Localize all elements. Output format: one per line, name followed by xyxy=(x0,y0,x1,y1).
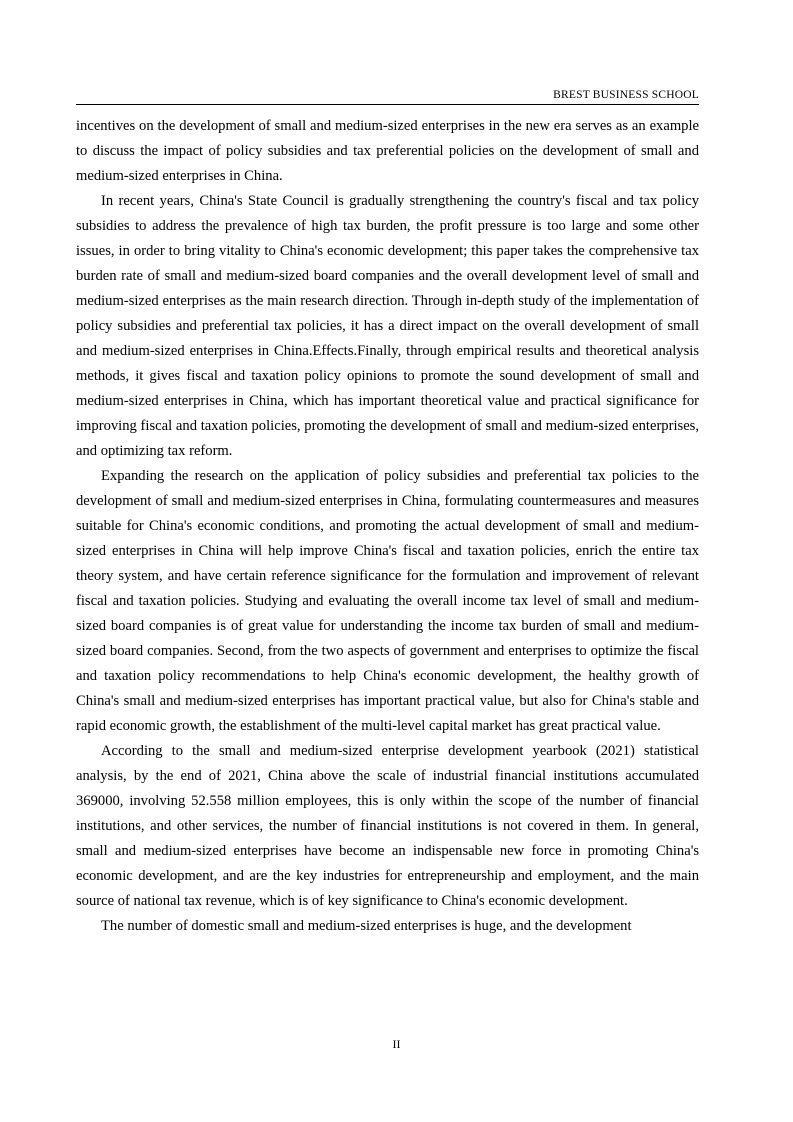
body-text xyxy=(76,114,699,939)
paragraph-yearbook-statistics: According to the small and medium-sized enterprise development yearbook (2021) statistical analysis, by the end of 2021, China above the scale of industrial financial institutions accumulated 369000, involving 52.558 million employees, this is only within the scope of the number of financial institutions, and other services, the number of financial institutions is not covered in them. In general, small and medium-sized enterprises have become an indispensable new force in promoting China's economic development, and are the key industries for entrepreneurship and employment, and the main source of national tax revenue, which is of key significance to China's economic development. xyxy=(76,743,699,909)
running-header-title: BREST BUSINESS SCHOOL xyxy=(553,89,699,101)
paragraph-tax-policy-research: In recent years, China's State Council is gradually strengthening the country's fiscal and tax policy subsidies to address the prevalence of high tax burden, the profit pressure is too large and some other issues, in order to bring vitality to China's economic development; this paper takes the comprehensive tax burden rate of small and medium-sized board companies and the overall development level of small and medium-sized enterprises as the main research direction. Through in-depth study of the implementation of policy subsidies and preferential tax policies, it has a direct impact on the overall development of small and medium-sized enterprises in China.Effects.Finally, through empirical results and theoretical analysis methods, it gives fiscal and taxation policy opinions to promote the sound development of small and medium-sized enterprises in China, which has important theoretical value and practical significance for improving fiscal and taxation policies, promoting the development of small and medium-sized enterprises, and optimizing tax reform. xyxy=(76,193,699,459)
paragraph-research-significance: Expanding the research on the application of policy subsidies and preferential tax policies to the development of small and medium-sized enterprises in China, formulating countermeasures and measures suitable for China's economic conditions, and promoting the actual development of small and medium-sized enterprises in China will help improve China's fiscal and taxation policies, enrich the entire tax theory system, and have certain reference significance for the formulation and improvement of relevant fiscal and taxation policies. Studying and evaluating the overall income tax level of small and medium-sized board companies is of great value for understanding the income tax burden of small and medium-sized board companies. Second, from the two aspects of government and enterprises to optimize the fiscal and taxation policy recommendations to help China's economic development, the healthy growth of China's small and medium-sized enterprises has important practical value, but also for China's stable and rapid economic growth, the establishment of the multi-level capital market has great practical value. xyxy=(76,468,699,734)
paragraph-domestic-enterprises: The number of domestic small and medium-sized enterprises is huge, and the development xyxy=(101,918,632,934)
running-header xyxy=(76,88,699,105)
page-number: II xyxy=(392,1037,401,1051)
paragraph-continuation: incentives on the development of small and medium-sized enterprises in the new era serves as an example to discuss the impact of policy subsidies and tax preferential policies on the development of small and medium-sized enterprises in China. xyxy=(76,118,699,184)
